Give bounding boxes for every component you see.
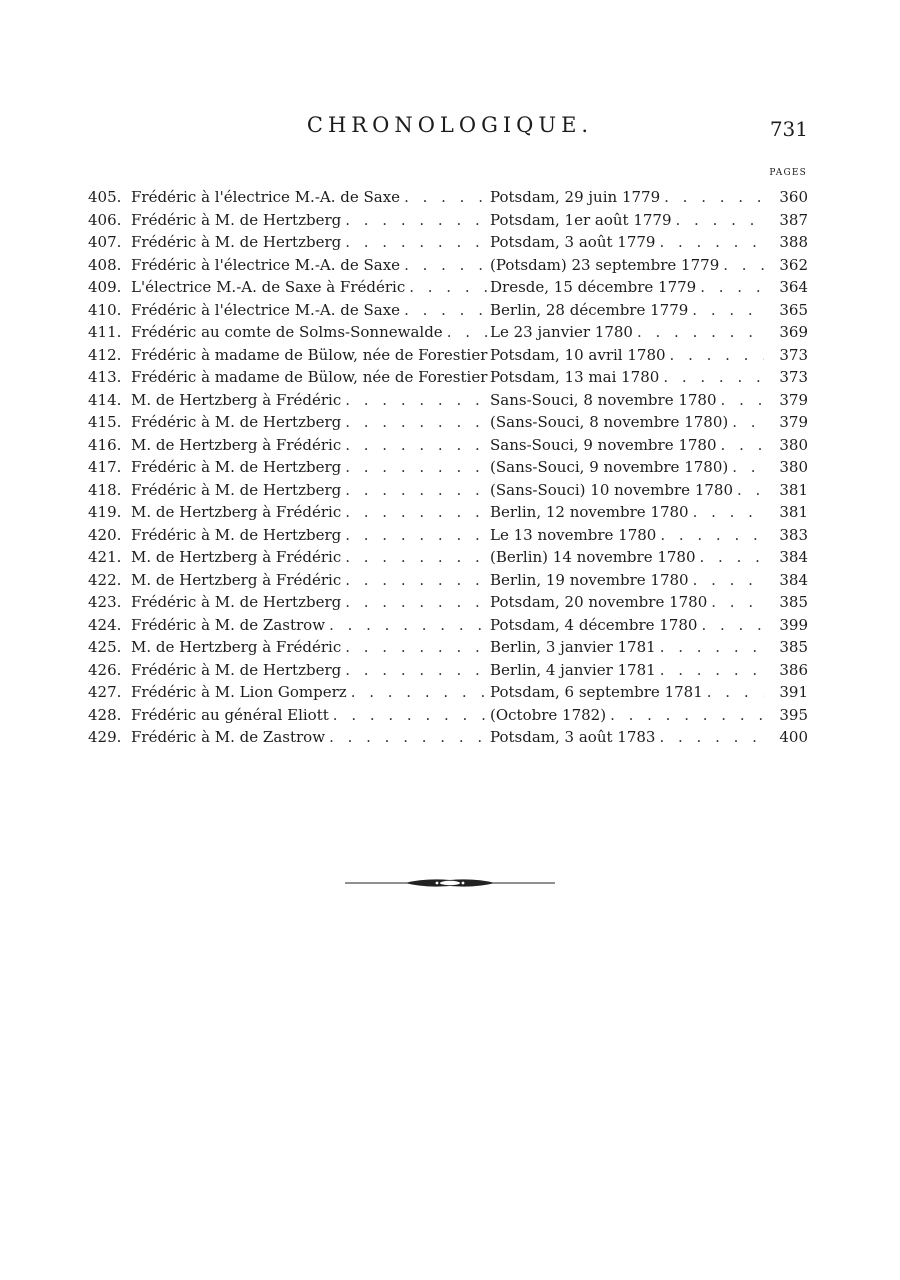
entry-number: 426. (88, 660, 122, 679)
entry-title-cell (131, 614, 490, 637)
entry-title: M. de Hertzberg à Frédéric (131, 389, 345, 412)
toc-row (88, 479, 808, 502)
entry-title: L'électrice M.-A. de Saxe à Frédéric (131, 276, 409, 299)
toc-row (88, 344, 808, 367)
dot-leader (345, 546, 490, 569)
toc-row (88, 366, 808, 389)
dot-leader (345, 411, 490, 434)
entry-place-date: Le 23 janvier 1780 (490, 321, 637, 344)
entry-place-date: Potsdam, 13 mai 1780 (490, 366, 663, 389)
entry-page: 379 (779, 390, 808, 409)
dot-leader (737, 479, 764, 502)
page-number: 731 (769, 117, 808, 141)
dot-leader (659, 231, 764, 254)
entry-number: 420. (88, 525, 122, 544)
dot-leader (693, 501, 764, 524)
dot-leader (660, 659, 764, 682)
entry-place-date: (Sans-Souci, 9 novembre 1780) (490, 456, 732, 479)
entry-number: 411. (88, 323, 122, 341)
entry-place-cell (490, 186, 764, 209)
entry-place-date: Berlin, 19 novembre 1780 (490, 569, 693, 592)
dot-leader (700, 276, 764, 299)
entry-title-cell (131, 411, 490, 434)
dot-leader (664, 186, 764, 209)
dot-leader (610, 704, 764, 727)
toc-row (88, 681, 808, 704)
dot-leader (721, 434, 764, 457)
entry-place-date: (Berlin) 14 novembre 1780 (490, 546, 700, 569)
toc-row (88, 254, 808, 277)
ornament-divider (345, 876, 555, 890)
entry-page: 395 (779, 705, 808, 724)
dot-leader (345, 231, 490, 254)
entry-title: M. de Hertzberg à Frédéric (131, 434, 345, 457)
entry-place-date: Potsdam, 1er août 1779 (490, 209, 676, 232)
entry-place-cell (490, 614, 764, 637)
entry-title: Frédéric à l'électrice M.-A. de Saxe (131, 299, 404, 322)
entry-title-cell (131, 344, 490, 367)
entry-title-cell (131, 299, 490, 322)
entry-place-date: Potsdam, 10 avril 1780 (490, 344, 670, 367)
entry-number: 424. (88, 615, 122, 634)
entry-place-cell (490, 231, 764, 254)
chronological-table (88, 186, 808, 749)
entry-number: 425. (88, 638, 122, 656)
entry-title: Frédéric à M. de Hertzberg (131, 524, 345, 547)
entry-page: 391 (779, 683, 808, 701)
entry-number: 429. (88, 728, 122, 746)
entry-place-date: Potsdam, 6 septembre 1781 (490, 681, 707, 704)
entry-page: 362 (779, 255, 808, 274)
entry-title-cell (131, 659, 490, 682)
entry-place-date: Berlin, 3 janvier 1781 (490, 636, 660, 659)
dot-leader (345, 591, 490, 614)
entry-page: 383 (779, 525, 808, 544)
entry-number: 410. (88, 300, 122, 319)
entry-title: Frédéric à M. de Hertzberg (131, 411, 345, 434)
toc-row (88, 276, 808, 299)
entry-number: 427. (88, 683, 122, 701)
entry-page: 388 (779, 233, 808, 251)
entry-page: 360 (779, 188, 808, 206)
entry-page: 364 (779, 278, 808, 296)
entry-place-date: Berlin, 4 janvier 1781 (490, 659, 660, 682)
dot-leader (701, 614, 764, 637)
entry-title: Frédéric à M. Lion Gomperz (131, 681, 351, 704)
dot-leader (707, 681, 764, 704)
entry-place-cell (490, 681, 764, 704)
entry-place-cell (490, 299, 764, 322)
toc-row (88, 636, 808, 659)
dot-leader (345, 524, 490, 547)
entry-title-cell (131, 569, 490, 592)
dot-leader (333, 704, 490, 727)
entry-title-cell (131, 231, 490, 254)
entry-title: Frédéric à M. de Hertzberg (131, 591, 345, 614)
dot-leader (660, 636, 764, 659)
dot-leader (404, 254, 490, 277)
entry-title: Frédéric à l'électrice M.-A. de Saxe (131, 254, 404, 277)
entry-title: Frédéric à madame de Bülow, née de Forestier (131, 366, 490, 389)
entry-place-date: Potsdam, 3 août 1779 (490, 231, 659, 254)
entry-place-date: Le 13 novembre 1780 (490, 524, 660, 547)
entry-title: M. de Hertzberg à Frédéric (131, 546, 345, 569)
entry-number: 415. (88, 413, 122, 431)
entry-number: 414. (88, 390, 122, 409)
entry-title-cell (131, 704, 490, 727)
toc-row (88, 456, 808, 479)
entry-place-date: Berlin, 12 novembre 1780 (490, 501, 693, 524)
toc-row (88, 209, 808, 232)
entry-title-cell (131, 276, 490, 299)
entry-title-cell (131, 681, 490, 704)
dot-leader (659, 726, 764, 749)
entry-title: Frédéric à madame de Bülow, née de Forestier (131, 344, 490, 367)
dot-leader (345, 636, 490, 659)
toc-row (88, 524, 808, 547)
entry-place-cell (490, 501, 764, 524)
dot-leader (404, 186, 490, 209)
dot-leader (692, 299, 764, 322)
entry-place-date: (Sans-Souci, 8 novembre 1780) (490, 411, 732, 434)
dot-leader (329, 614, 490, 637)
dot-leader (660, 524, 764, 547)
entry-title: M. de Hertzberg à Frédéric (131, 501, 345, 524)
entry-place-date: Dresde, 15 décembre 1779 (490, 276, 700, 299)
entry-page: 384 (779, 570, 808, 589)
entry-place-date: Sans-Souci, 8 novembre 1780 (490, 389, 721, 412)
entry-title-cell (131, 524, 490, 547)
entry-place-cell (490, 704, 764, 727)
dot-leader (329, 726, 490, 749)
entry-title: M. de Hertzberg à Frédéric (131, 636, 345, 659)
entry-place-date: (Sans-Souci) 10 novembre 1780 (490, 479, 737, 502)
entry-page: 399 (779, 615, 808, 634)
entry-place-date: Potsdam, 3 août 1783 (490, 726, 659, 749)
dot-leader (345, 209, 490, 232)
entry-title: Frédéric à M. de Hertzberg (131, 209, 345, 232)
toc-row (88, 591, 808, 614)
dot-leader (345, 569, 490, 592)
entry-page: 380 (779, 435, 808, 454)
entry-title-cell (131, 456, 490, 479)
entry-title-cell (131, 591, 490, 614)
dot-leader (345, 479, 490, 502)
entry-page: 380 (779, 458, 808, 476)
toc-row (88, 411, 808, 434)
dot-leader (351, 681, 490, 704)
dot-leader (670, 344, 764, 367)
entry-place-cell (490, 546, 764, 569)
entry-number: 416. (88, 435, 122, 454)
entry-title-cell (131, 186, 490, 209)
entry-number: 407. (88, 233, 122, 251)
entry-place-cell (490, 411, 764, 434)
entry-number: 406. (88, 210, 122, 229)
entry-title: Frédéric à M. de Hertzberg (131, 479, 345, 502)
entry-number: 422. (88, 570, 122, 589)
dot-leader (663, 366, 764, 389)
toc-row (88, 231, 808, 254)
entry-title-cell (131, 254, 490, 277)
entry-place-cell (490, 524, 764, 547)
entry-title-cell (131, 209, 490, 232)
entry-title: Frédéric au général Eliott (131, 704, 333, 727)
entry-place-cell (490, 636, 764, 659)
toc-row (88, 726, 808, 749)
entry-title: Frédéric au comte de Solms-Sonnewalde (131, 321, 447, 344)
entry-place-cell (490, 276, 764, 299)
entry-number: 423. (88, 593, 122, 611)
page-title: CHRONOLOGIQUE. (306, 113, 594, 137)
entry-title: Frédéric à l'électrice M.-A. de Saxe (131, 186, 404, 209)
entry-page: 369 (779, 323, 808, 341)
entry-place-cell (490, 591, 764, 614)
entry-place-date: Berlin, 28 décembre 1779 (490, 299, 692, 322)
entry-place-cell (490, 659, 764, 682)
toc-row (88, 659, 808, 682)
dot-leader (345, 659, 490, 682)
toc-row (88, 321, 808, 344)
entry-title-cell (131, 434, 490, 457)
entry-title-cell (131, 479, 490, 502)
toc-row (88, 546, 808, 569)
dot-leader (693, 569, 764, 592)
entry-place-date: Potsdam, 29 juin 1779 (490, 186, 664, 209)
toc-row (88, 501, 808, 524)
dot-leader (723, 254, 764, 277)
dot-leader (732, 456, 764, 479)
entry-place-date: Sans-Souci, 9 novembre 1780 (490, 434, 721, 457)
entry-page: 385 (779, 638, 808, 656)
entry-number: 409. (88, 278, 122, 296)
dot-leader (676, 209, 764, 232)
entry-title: Frédéric à M. de Hertzberg (131, 231, 345, 254)
dot-leader (345, 389, 490, 412)
entry-place-date: (Octobre 1782) (490, 704, 610, 727)
entry-title: Frédéric à M. de Hertzberg (131, 456, 345, 479)
entry-place-cell (490, 254, 764, 277)
entry-page: 373 (779, 345, 808, 364)
entry-page: 387 (779, 210, 808, 229)
entry-place-cell (490, 456, 764, 479)
entry-number: 428. (88, 705, 122, 724)
entry-place-cell (490, 726, 764, 749)
entry-title-cell (131, 501, 490, 524)
entry-place-cell (490, 569, 764, 592)
entry-place-cell (490, 209, 764, 232)
entry-page: 381 (779, 480, 808, 499)
dot-leader (700, 546, 764, 569)
toc-row (88, 704, 808, 727)
entry-number: 421. (88, 548, 122, 566)
entry-number: 419. (88, 503, 122, 521)
entry-number: 405. (88, 188, 122, 206)
entry-number: 413. (88, 368, 122, 386)
dot-leader (637, 321, 764, 344)
dot-leader (409, 276, 490, 299)
dot-leader (447, 321, 490, 344)
dot-leader (404, 299, 490, 322)
entry-place-cell (490, 479, 764, 502)
entry-place-date: Potsdam, 4 décembre 1780 (490, 614, 701, 637)
entry-title-cell (131, 546, 490, 569)
entry-page: 373 (779, 368, 808, 386)
entry-place-cell (490, 434, 764, 457)
entry-title: Frédéric à M. de Hertzberg (131, 659, 345, 682)
dot-leader (345, 501, 490, 524)
entry-title-cell (131, 389, 490, 412)
entry-place-cell (490, 344, 764, 367)
entry-page: 365 (779, 300, 808, 319)
dot-leader (711, 591, 764, 614)
toc-row (88, 614, 808, 637)
entry-place-cell (490, 321, 764, 344)
entry-page: 381 (779, 503, 808, 521)
entry-page: 386 (779, 660, 808, 679)
pages-column-label: PAGES (769, 168, 807, 178)
entry-title-cell (131, 366, 490, 389)
entry-page: 379 (779, 413, 808, 431)
entry-place-date: Potsdam, 20 novembre 1780 (490, 591, 711, 614)
entry-page: 385 (779, 593, 808, 611)
entry-page: 400 (779, 728, 808, 746)
entry-number: 418. (88, 480, 122, 499)
entry-place-cell (490, 389, 764, 412)
entry-title: Frédéric à M. de Zastrow (131, 614, 329, 637)
entry-number: 412. (88, 345, 122, 364)
toc-row (88, 299, 808, 322)
entry-title: Frédéric à M. de Zastrow (131, 726, 329, 749)
toc-row (88, 569, 808, 592)
entry-page: 384 (779, 548, 808, 566)
dot-leader (732, 411, 764, 434)
entry-place-cell (490, 366, 764, 389)
entry-title-cell (131, 726, 490, 749)
dot-leader (721, 389, 764, 412)
toc-row (88, 186, 808, 209)
toc-row (88, 389, 808, 412)
dot-leader (345, 456, 490, 479)
toc-row (88, 434, 808, 457)
entry-title-cell (131, 636, 490, 659)
dot-leader (345, 434, 490, 457)
entry-number: 408. (88, 255, 122, 274)
entry-place-date: (Potsdam) 23 septembre 1779 (490, 254, 723, 277)
entry-number: 417. (88, 458, 122, 476)
entry-title-cell (131, 321, 490, 344)
entry-title: M. de Hertzberg à Frédéric (131, 569, 345, 592)
